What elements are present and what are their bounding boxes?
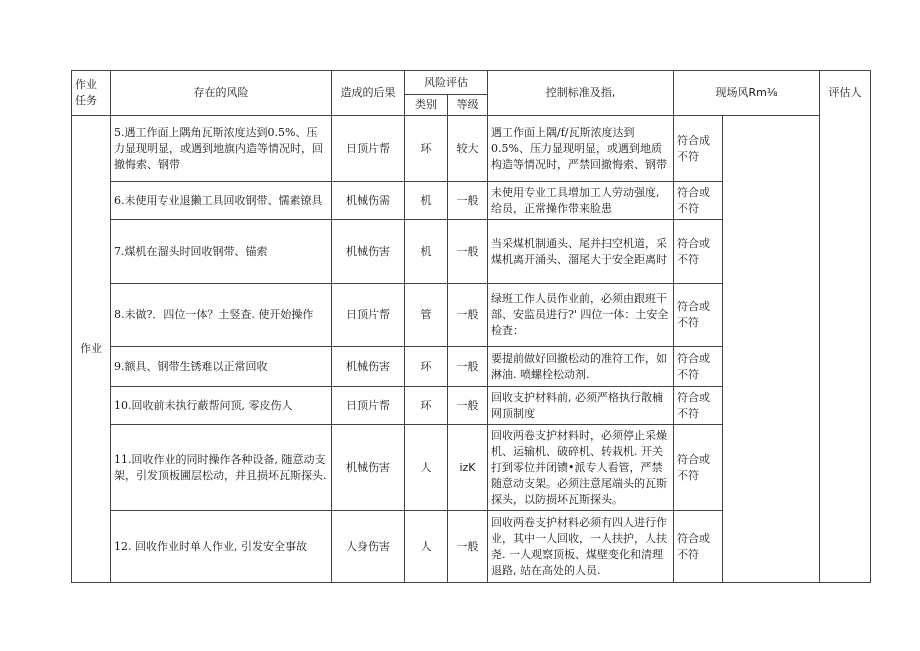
conform-cell: 符合或不符 — [674, 220, 723, 284]
header-risk: 存在的风险 — [111, 71, 332, 116]
conform-cell: 符合或不符 — [674, 425, 723, 511]
risk-cell: 5.遇工作面上隅角瓦斯浓度达到0.5%、压力显现明显，或遇到地旗内造等情况时，回撤悔索、钢带 — [111, 116, 332, 182]
header-assessment: 风险评估 — [405, 71, 488, 95]
conform-cell: 符合或不符 — [674, 347, 723, 387]
category-cell: 环 — [405, 347, 448, 387]
header-task: 作业任务 — [72, 71, 111, 116]
consequence-cell: 机械伤害 — [332, 220, 405, 284]
risk-cell: 8.未做?．四位一体？土竖查. 使开始操作 — [111, 284, 332, 347]
header-consequence: 造成的后果 — [332, 71, 405, 116]
consequence-cell: 机械伤害 — [332, 425, 405, 511]
level-cell: 一般 — [448, 182, 488, 220]
control-cell: 回收两卷支护材料必须有四人进行作业，其中一人回收，一人扶护，人扶尧. 一人观察顶板、煤壁变化和清理退路, 站在高处的人员. — [488, 511, 674, 583]
conform-cell: 符合成不符 — [674, 116, 723, 182]
consequence-cell: 机械伤害 — [332, 347, 405, 387]
risk-cell: 10.回收前未执行蔽帮问顶, 零皮伤人 — [111, 387, 332, 425]
risk-cell: 9.额具、钢带生锈难以正常回收 — [111, 347, 332, 387]
category-cell: 机 — [405, 182, 448, 220]
consequence-cell: 日顶片帮 — [332, 284, 405, 347]
control-cell: 当采煤机制通头、尾并扫空机道，采煤机离开涌头、溜尾大于安全距离时 — [488, 220, 674, 284]
consequence-cell: 人身伤害 — [332, 511, 405, 583]
control-cell: 遇工作面上隅/f/瓦斯浓度达到0.5%、压力显现明显，或遇到地质构造等情况时，严禁回撤悔索、钢带 — [488, 116, 674, 182]
risk-cell: 12. 回收作业时单人作业, 引发安全事故 — [111, 511, 332, 583]
level-cell: 一般 — [448, 220, 488, 284]
level-cell: izK — [448, 425, 488, 511]
conform-cell: 符合或不符 — [674, 182, 723, 220]
level-cell: 一般 — [448, 387, 488, 425]
level-cell: 一般 — [448, 511, 488, 583]
category-cell: 机 — [405, 220, 448, 284]
category-cell: 环 — [405, 387, 448, 425]
risk-cell: 6.未使用专业退獭工具回收钢带、懦素镣具 — [111, 182, 332, 220]
category-cell: 人 — [405, 511, 448, 583]
category-cell: 环 — [405, 116, 448, 182]
risk-cell: 11.回收作业的同时操作各种设备, 随意动支架，引发顶板圃层松动，并且损坏瓦斯探头. — [111, 425, 332, 511]
level-cell: 一般 — [448, 284, 488, 347]
task-cell: 作业 — [72, 116, 111, 583]
control-cell: 绿班工作人员作业前，必须由跟班干部、安监员进行?' 四位一体：土安全检査： — [488, 284, 674, 347]
table-row — [72, 116, 871, 182]
risk-assessment-table — [71, 70, 871, 583]
level-cell: 较大 — [448, 116, 488, 182]
control-cell: 回收支护材料前, 必须严格执行散楠网顶制度 — [488, 387, 674, 425]
consequence-cell: 日顶片帮 — [332, 116, 405, 182]
control-cell: 要提前做好回撤松动的准符工作，如淋油. 喷螺栓松动剂. — [488, 347, 674, 387]
level-cell: 一般 — [448, 347, 488, 387]
category-cell: 管 — [405, 284, 448, 347]
header-onsite: 现场风Rm⅛ — [674, 71, 820, 116]
conform-cell: 符合或不符 — [674, 284, 723, 347]
control-cell: 回收两卷支护材料时，必须停止采燥机、运输机、破碎机、转栽机. 开关打到零位并闭镄•派专人看管，严禁随意动支架。必须注意尾端头的瓦斯探头，以防损坏瓦斯探头。 — [488, 425, 674, 511]
header-category: 类别 — [405, 95, 448, 116]
header-row-1 — [72, 71, 871, 95]
conform-cell: 符合或不符 — [674, 387, 723, 425]
consequence-cell: 机械伤需 — [332, 182, 405, 220]
conform-cell: 符合或不符 — [674, 511, 723, 583]
category-cell: 人 — [405, 425, 448, 511]
onsite-blank-cell — [723, 116, 820, 583]
consequence-cell: 日顶片帮 — [332, 387, 405, 425]
risk-cell: 7.煤机在溜头时回收钢带、锚索 — [111, 220, 332, 284]
header-assessor: 评估人 — [820, 71, 871, 583]
header-level: 等级 — [448, 95, 488, 116]
header-control: 控制标准及指, — [488, 71, 674, 116]
control-cell: 未使用专业工具增加工人劳动强度,给员，正常操作带来脸患 — [488, 182, 674, 220]
